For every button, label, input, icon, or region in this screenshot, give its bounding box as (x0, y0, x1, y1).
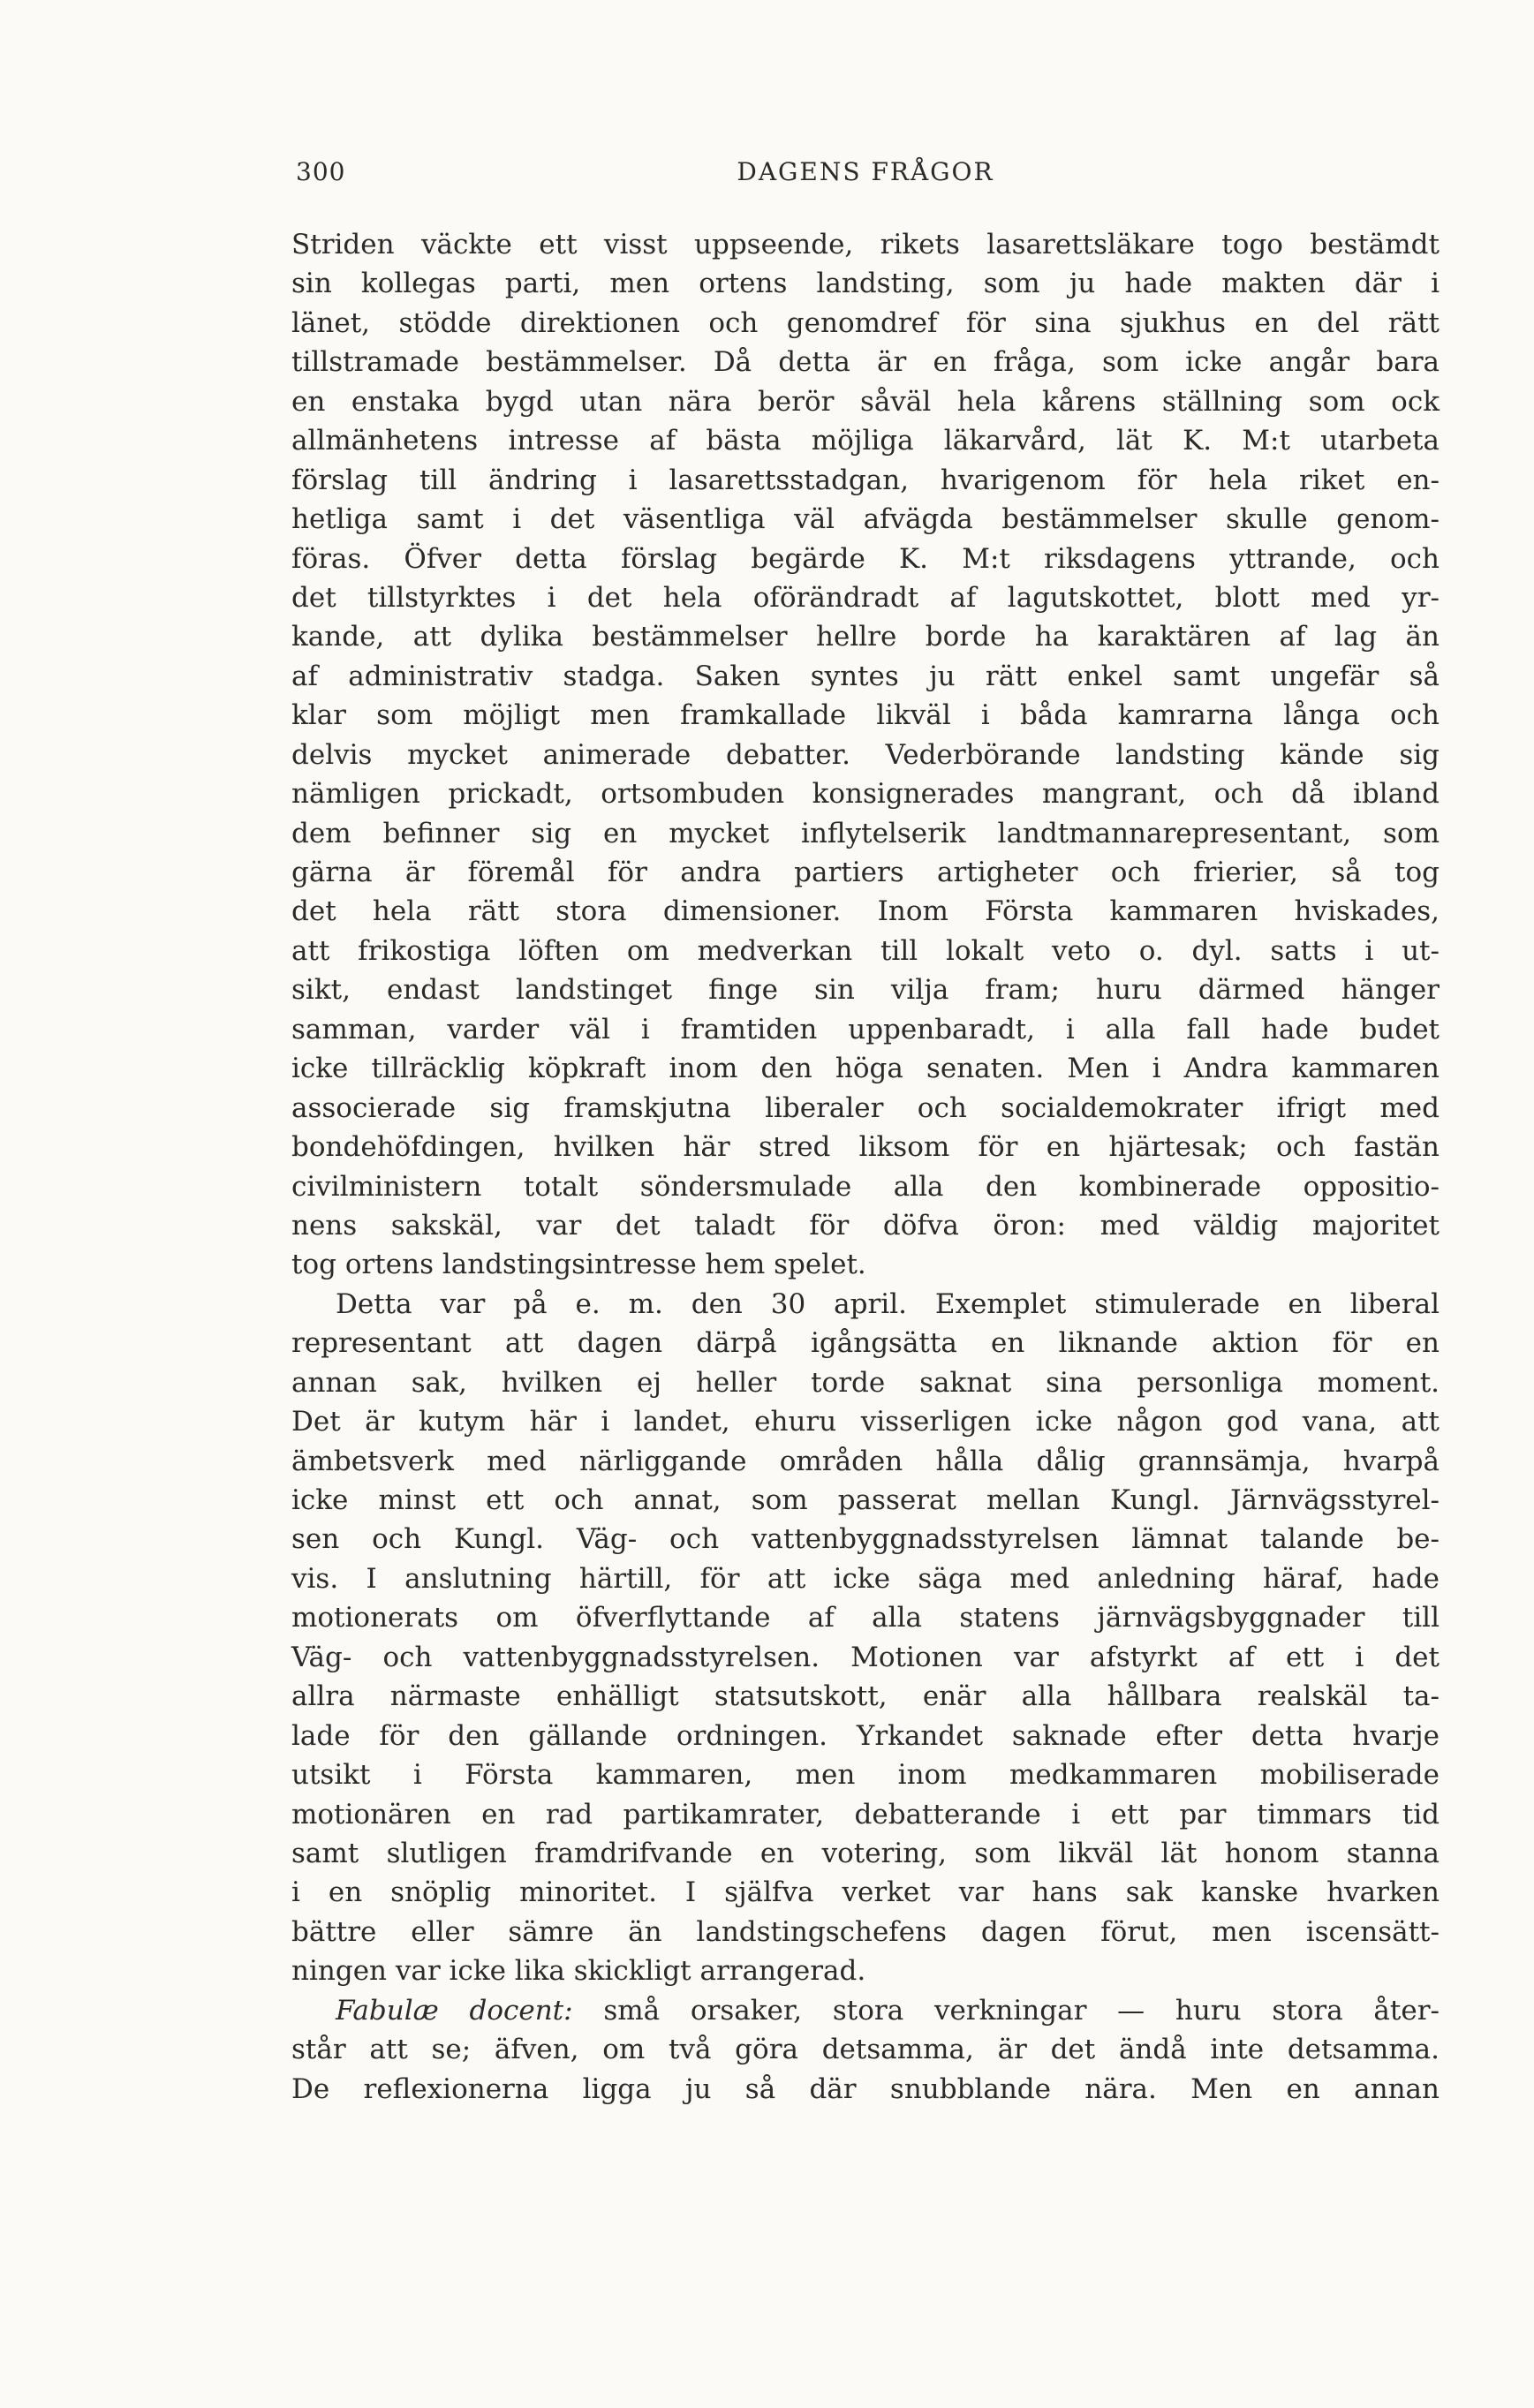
text-line: gärna är föremål för andra partiers artigheter och frierier, så tog (291, 857, 1440, 888)
page-header (296, 157, 1435, 192)
text-line: Detta var på e. m. den 30 april. Exemplet stimulerade en liberal (336, 1287, 1440, 1320)
text-line: sin kollegas parti, men ortens landsting, som ju hade makten där i (291, 268, 1440, 300)
text-line: utsikt i Första kammaren, men inom medkammaren mobiliserade (291, 1759, 1440, 1792)
text-line: står att se; äfven, om två göra detsamma, är det ändå inte detsamma. (291, 2034, 1440, 2066)
text-line: De reflexionerna ligga ju så där snubblande nära. Men en annan (291, 2072, 1440, 2105)
text-line: det hela rätt stora dimensioner. Inom Första kammaren hviskades, (291, 895, 1440, 928)
page-number: 300 (296, 157, 346, 186)
text-line: allmänhetens intresse af bästa möjliga läkarvård, lät K. M:t utarbeta (291, 425, 1440, 457)
text-line: motionären en rad partikamrater, debatterande i ett par timmars tid (291, 1798, 1440, 1831)
text-line: klar som möjligt men framkallade likväl i båda kamrarna långa och (291, 699, 1440, 732)
text-line: bondehöfdingen, hvilken här stred liksom för en hjärtesak; och fastän (291, 1131, 1440, 1164)
text-line: dem befinner sig en mycket inflytelserik landtmannarepresentant, som (291, 817, 1440, 849)
text-line: civilministern totalt söndersmulade alla den kombinerade oppositio- (291, 1170, 1440, 1203)
running-head: DAGENS FRÅGOR (737, 157, 994, 186)
text-line: icke minst ett och annat, som passerat mellan Kungl. Järnvägsstyrel- (291, 1484, 1440, 1516)
text-line: nämligen prickadt, ortsombuden konsignerades mangrant, och då ibland (291, 778, 1440, 811)
text-line: i en snöplig minoritet. I själfva verket var hans sak kanske hvarken (291, 1876, 1440, 1909)
body-text (291, 225, 1440, 2109)
text-line: sen och Kungl. Väg- och vattenbyggnadsstyrelsen lämnat talande be- (291, 1523, 1440, 1556)
text-line: Det är kutym här i landet, ehuru visserligen icke någon god vana, att (291, 1406, 1440, 1438)
text-line: tog ortens landstingsintresse hem spelet. (291, 1249, 866, 1281)
text-line: icke tillräcklig köpkraft inom den höga senaten. Men i Andra kammaren (291, 1053, 1440, 1085)
text-line: delvis mycket animerade debatter. Vederbörande landsting kände sig (291, 738, 1440, 771)
italic-phrase: Fabulæ docent: (336, 1994, 573, 2027)
text-line: af administrativ stadga. Saken syntes ju rätt enkel samt ungefär så (291, 660, 1440, 692)
text-line: ningen var icke lika skickligt arrangerad. (291, 1955, 866, 1988)
text-line: att frikostiga löften om medverkan till lokalt veto o. dyl. satts i ut- (291, 934, 1440, 967)
text-line: annan sak, hvilken ej heller torde saknat sina personliga moment. (291, 1366, 1440, 1399)
text-line: kande, att dylika bestämmelser hellre borde ha karaktären af lag än (291, 621, 1440, 653)
text-line: bättre eller sämre än landstingschefens dagen förut, men iscensätt- (291, 1915, 1440, 1948)
text-line: sikt, endast landstinget finge sin vilja fram; huru därmed hänger (291, 974, 1440, 1007)
text-line: länet, stödde direktionen och genomdref för sina sjukhus en del rätt (291, 306, 1440, 339)
text-line: föras. Öfver detta förslag begärde K. M:t riksdagens yttrande, och (291, 542, 1440, 575)
text-line: lade för den gällande ordningen. Yrkandet saknade efter detta hvarje (291, 1719, 1440, 1752)
text-line: samt slutligen framdrifvande en votering, som likväl lät honom stanna (291, 1837, 1440, 1869)
text-line: nens sakskäl, var det taladt för döfva öron: med väldig majoritet (291, 1209, 1440, 1242)
text-line (291, 1991, 1440, 2030)
text-line-rest: små orsaker, stora verkningar — huru stora åter- (572, 1994, 1440, 2027)
text-line: allra närmaste enhälligt statsutskott, enär alla hållbara realskäl ta- (291, 1680, 1440, 1713)
text-line: associerade sig framskjutna liberaler och socialdemokrater ifrigt med (291, 1091, 1440, 1124)
text-line: samman, varder väl i framtiden uppenbaradt, i alla fall hade budet (291, 1013, 1440, 1045)
text-line: Striden väckte ett visst uppseende, rikets lasarettsläkare togo bestämdt (291, 229, 1440, 260)
text-line: Väg- och vattenbyggnadsstyrelsen. Motionen var afstyrkt af ett i det (291, 1641, 1440, 1673)
text-line: det tillstyrktes i det hela oförändradt af lagutskottet, blott med yr- (291, 581, 1440, 614)
text-line: motionerats om öfverflyttande af alla statens järnvägsbyggnader till (291, 1602, 1440, 1634)
text-line: hetliga samt i det väsentliga väl afvägda bestämmelser skulle genom- (291, 503, 1440, 536)
text-line: förslag till ändring i lasarettsstadgan, hvarigenom för hela riket en- (291, 464, 1440, 496)
text-line: en enstaka bygd utan nära berör såväl hela kårens ställning som ock (291, 385, 1440, 418)
text-line: representant att dagen därpå igångsätta en liknande aktion för en (291, 1327, 1440, 1360)
text-line: vis. I anslutning härtill, för att icke säga med anledning häraf, hade (291, 1562, 1440, 1595)
text-line: tillstramade bestämmelser. Då detta är en fråga, som icke angår bara (291, 346, 1440, 379)
text-line: ämbetsverk med närliggande områden hålla dålig grannsämja, hvarpå (291, 1445, 1440, 1477)
